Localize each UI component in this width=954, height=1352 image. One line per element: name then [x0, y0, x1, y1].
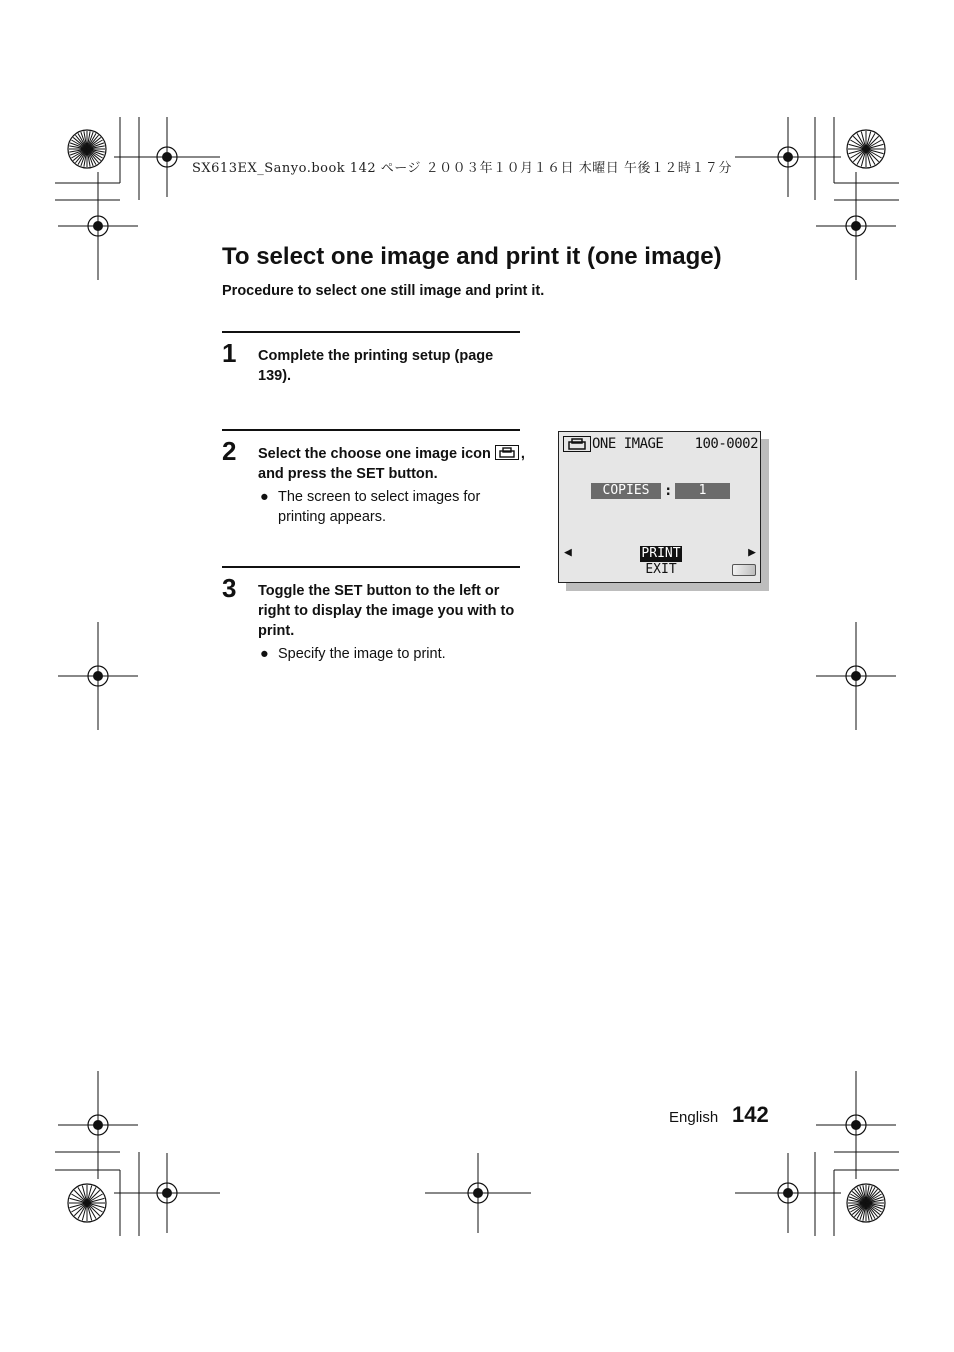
registration-target-icon: [93, 1120, 103, 1130]
lcd-left-arrow-icon: ◀: [564, 545, 572, 560]
camera-lcd-screen: [558, 431, 761, 583]
step-3-divider: [222, 566, 520, 568]
registration-target-icon: [783, 152, 793, 162]
step-3-text: Toggle the SET button to the left or right to display the image you with to print.: [258, 583, 515, 639]
step-1-number: 1: [222, 338, 237, 368]
registration-target-icon: [93, 221, 103, 231]
lcd-exit-label: EXIT: [645, 562, 677, 577]
lcd-mode-label: ONE IMAGE: [592, 436, 664, 452]
book-header-line: SX613EX_Sanyo.book 142 ページ ２００３年１０月１６日 木曜日 午後１２時１７分: [192, 161, 732, 176]
footer-page-number: 142: [732, 1102, 769, 1127]
step-2-text-after-icon: , and press the SET button.: [258, 446, 525, 482]
step-2-number: 2: [222, 436, 237, 466]
registration-target-icon: [93, 671, 103, 681]
step-3-number: 3: [222, 573, 237, 603]
lcd-copies-separator: :: [664, 483, 673, 499]
lcd-copies-value: 1: [675, 483, 730, 499]
registration-target-icon: [851, 671, 861, 681]
step-2-bullet: [258, 487, 528, 527]
registration-target-icon: [473, 1188, 483, 1198]
step-1-divider: [222, 331, 520, 333]
step-2-bullet-text: The screen to select images for printing appears.: [278, 489, 481, 525]
step-3-bullet-text: Specify the image to print.: [278, 646, 446, 662]
page-title: To select one image and print it (one image): [222, 243, 722, 270]
step-2-text-before-icon: Select the choose one image icon: [258, 446, 491, 462]
registration-target-icon: [162, 1188, 172, 1198]
lcd-file-number: 100-0002: [694, 436, 758, 452]
registration-target-icon: [851, 221, 861, 231]
step-2-text: [258, 444, 528, 484]
lcd-copies-label: COPIES: [591, 483, 661, 499]
registration-target-icon: [783, 1188, 793, 1198]
lcd-print-button: PRINT: [641, 546, 681, 561]
lcd-right-arrow-icon: ▶: [748, 545, 756, 560]
registration-target-icon: [162, 152, 172, 162]
step-2-divider: [222, 429, 520, 431]
print-icon: [563, 436, 591, 452]
battery-icon: [732, 564, 756, 576]
registration-target-icon: [851, 1120, 861, 1130]
bullet-dot: ●: [260, 646, 269, 662]
print-icon: [495, 445, 519, 460]
footer-language: English: [669, 1109, 719, 1126]
step-1-text: Complete the printing setup (page 139).: [258, 348, 494, 384]
step-3-bullet: [258, 644, 528, 664]
bullet-dot: ●: [260, 489, 269, 505]
page-subtitle: Procedure to select one still image and print it.: [222, 283, 545, 299]
